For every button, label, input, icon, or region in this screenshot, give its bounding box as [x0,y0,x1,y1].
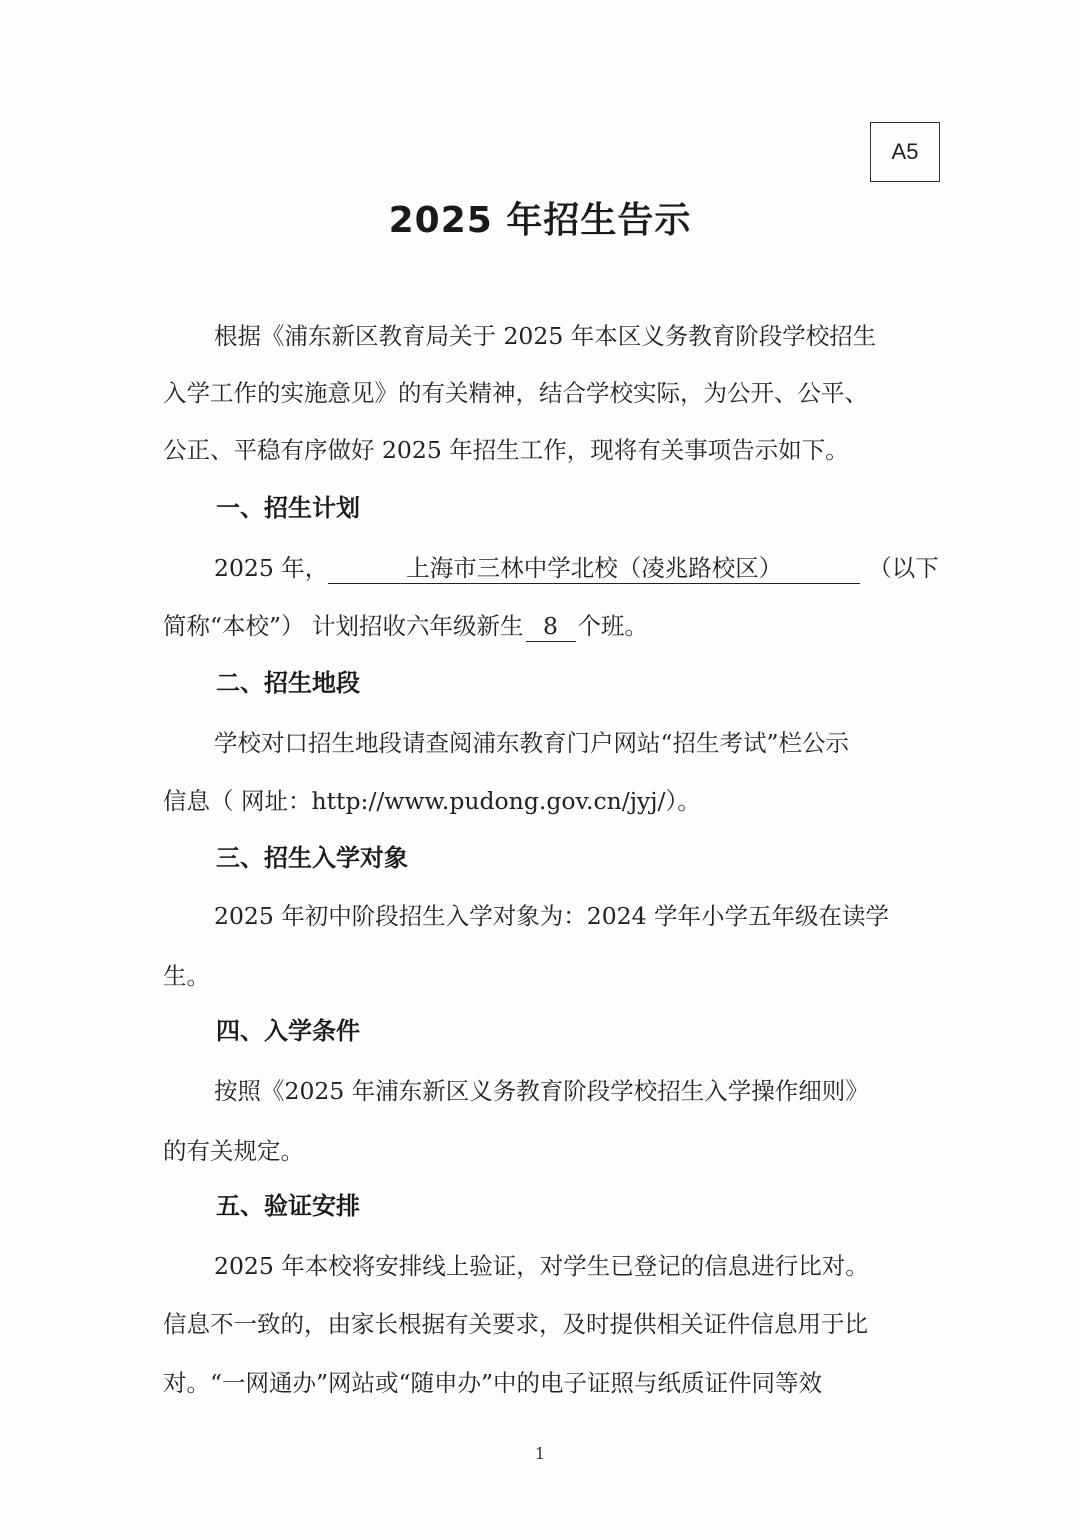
section-heading-verification: 五、验证安排 [216,1192,360,1220]
document-code-box: A5 [870,122,940,182]
school-name-field: 上海市三林中学北校（凌兆路校区） [328,553,860,584]
class-count-field: 8 [526,611,576,642]
section-heading-eligibility: 三、招生入学对象 [216,844,408,872]
plan-line-1-suffix: （以下 [868,554,939,582]
eligibility-line-1: 2025 年初中阶段招生入学对象为：2024 学年小学五年级在读学 [214,902,890,930]
verification-line-3: 对。“一网通办”网站或“随申办”中的电子证照与纸质证件同等效 [163,1369,823,1397]
district-line-2: 信息（ 网址：http://www.pudong.gov.cn/jyj/）。 [163,787,701,815]
intro-line-1: 根据《浦东新区教育局关于 2025 年本区义务教育阶段学校招生 [214,322,877,350]
section-heading-conditions: 四、入学条件 [216,1017,360,1045]
conditions-line-1: 按照《2025 年浦东新区义务教育阶段学校招生入学操作细则》 [214,1077,869,1105]
verification-line-1: 2025 年本校将安排线上验证，对学生已登记的信息进行比对。 [214,1252,869,1280]
conditions-line-2: 的有关规定。 [163,1137,304,1165]
plan-year-prefix: 2025 年， [214,554,329,582]
page-number: 1 [534,1444,546,1463]
document-title: 2025 年招生告示 [388,200,692,241]
section-heading-district: 二、招生地段 [216,669,360,697]
plan-line-1 [214,550,939,586]
intro-line-3: 公正、平稳有序做好 2025 年招生工作，现将有关事项告示如下。 [163,436,849,464]
intro-line-2: 入学工作的实施意见》的有关精神，结合学校实际，为公开、公平、 [163,379,868,407]
plan-line-2-prefix: 简称“本校”） 计划招收六年级新生 [163,612,524,640]
eligibility-line-2: 生。 [163,962,210,990]
district-line-1: 学校对口招生地段请查阅浦东教育门户网站“招生考试”栏公示 [214,729,850,757]
verification-line-2: 信息不一致的，由家长根据有关要求，及时提供相关证件信息用于比 [163,1310,868,1338]
plan-line-2 [163,608,648,644]
section-heading-plan: 一、招生计划 [216,494,360,522]
plan-line-2-suffix: 个班。 [577,612,648,640]
